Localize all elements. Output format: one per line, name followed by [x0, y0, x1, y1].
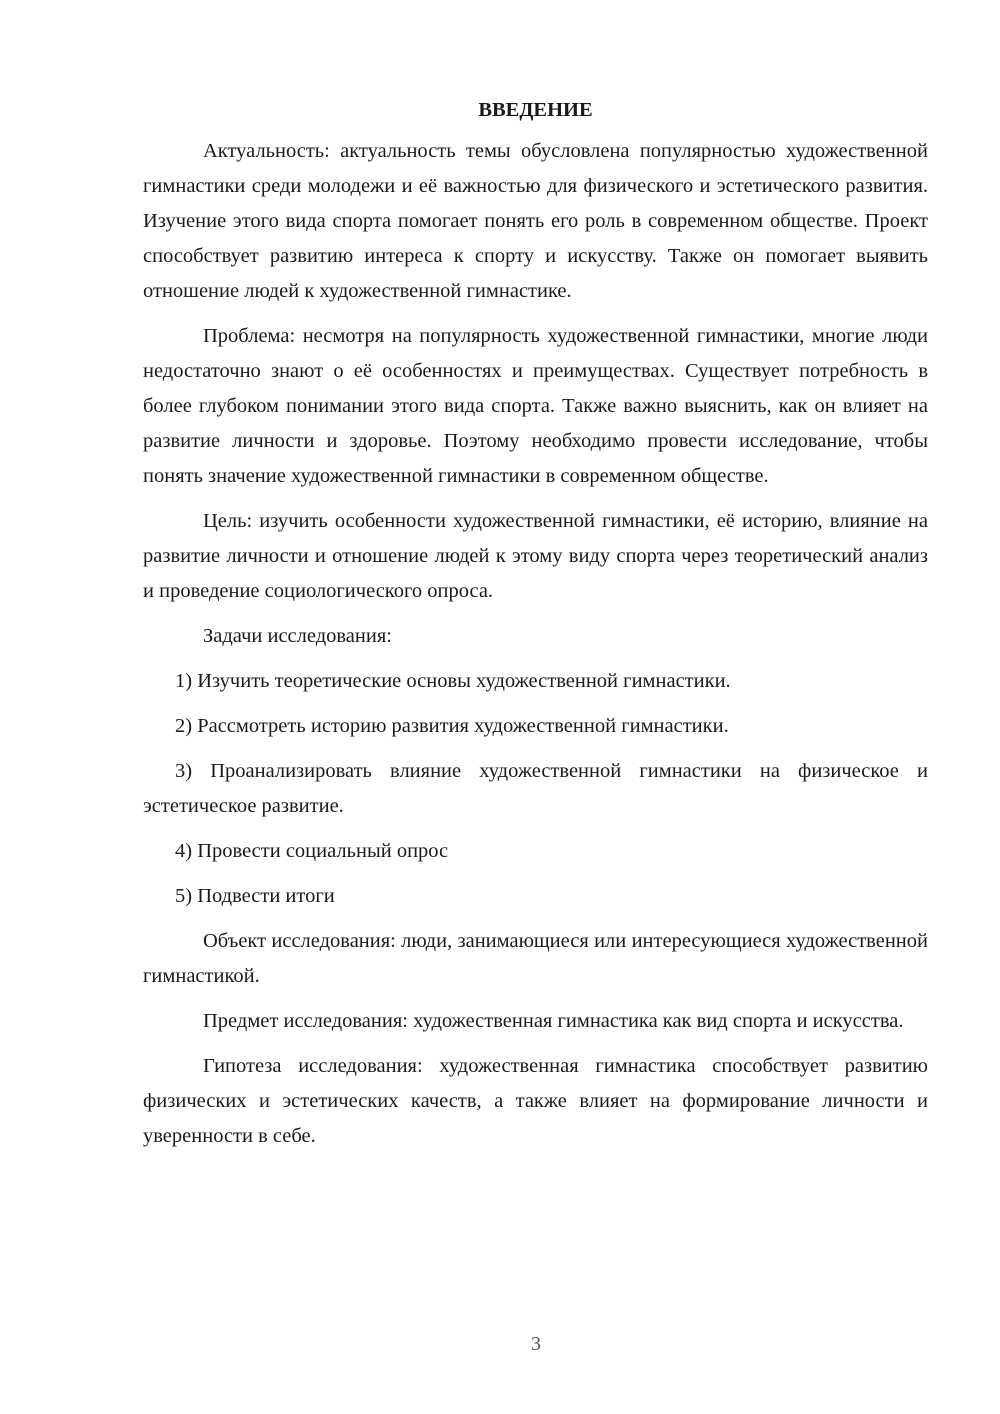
section-heading: ВВЕДЕНИЕ — [478, 99, 593, 121]
paragraph-hypothesis: Гипотеза исследования: художественная гимнастика способствует развитию физических и эстетических качеств, а также влияет на формирование личности и уверенности в себе. — [143, 1055, 928, 1147]
task-item-2: 2) Рассмотреть историю развития художественной гимнастики. — [175, 715, 729, 737]
task-item-1: 1) Изучить теоретические основы художественной гимнастики. — [175, 670, 731, 692]
paragraph-relevance: Актуальность: актуальность темы обусловлена популярностью художественной гимнастики среди молодежи и её важностью для физического и эстетического развития. Изучение этого вида спорта помогает понять его роль в современном обществе. Проект способствует развитию интереса к спорту и искусству. Также он помогает выявить отношение людей к художественной гимнастике. — [143, 140, 928, 302]
task-item-4: 4) Провести социальный опрос — [175, 840, 449, 862]
paragraph-problem: Проблема: несмотря на популярность художественной гимнастики, многие люди недостаточно знают о её особенностях и преимуществах. Существует потребность в более глубоком понимании этого вида спорта. Также важно выяснить, как он влияет на развитие личности и здоровье. Поэтому необходимо провести исследование, чтобы понять значение художественной гимнастики в современном обществе. — [143, 325, 928, 487]
task-item-5: 5) Подвести итоги — [175, 885, 335, 907]
paragraph-goal: Цель: изучить особенности художественной гимнастики, её историю, влияние на развитие личности и отношение людей к этому виду спорта через теоретический анализ и проведение социологического опроса. — [143, 510, 928, 602]
tasks-title: Задачи исследования: — [203, 625, 392, 647]
paragraph-object: Объект исследования: люди, занимающиеся или интересующиеся художественной гимнастикой. — [143, 930, 928, 987]
task-item-3: 3) Проанализировать влияние художественной гимнастики на физическое и эстетическое развитие. — [143, 760, 928, 817]
page-number: 3 — [531, 1333, 541, 1355]
paragraph-subject: Предмет исследования: художественная гимнастика как вид спорта и искусства. — [203, 1010, 904, 1032]
tasks-list — [143, 664, 928, 914]
document-page — [143, 95, 928, 1154]
